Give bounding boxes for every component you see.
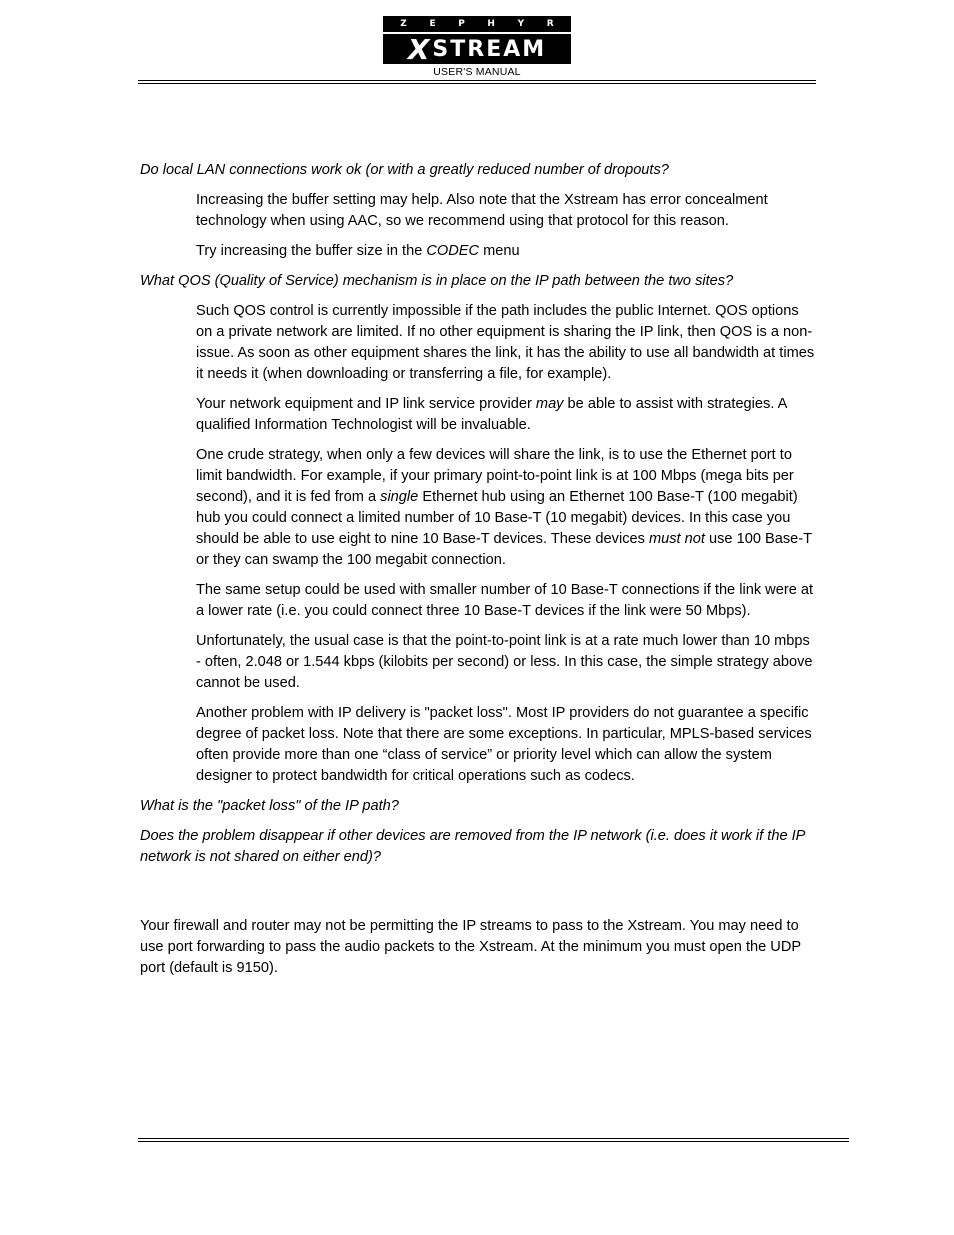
answer-usual-case: Unfortunately, the usual case is that the point-to-point link is at a rate much lower than 10 mbps - often, 2.048 or 1.544 kbps (kilobits per second) or less. In this case, the simple strategy above cannot be used. bbox=[196, 633, 813, 691]
header-rule-bottom bbox=[138, 83, 816, 84]
question-qos: What QOS (Quality of Service) mechanism is in place on the IP path between the two sites? bbox=[140, 273, 734, 289]
logo-xstream-band bbox=[383, 34, 571, 64]
logo-letter: R bbox=[546, 19, 554, 29]
header-rule-top bbox=[138, 80, 816, 81]
logo-letter: Y bbox=[517, 19, 525, 29]
answer-same-setup: The same setup could be used with smaller number of 10 Base-T connections if the link were at a lower rate (i.e. you could connect three 10 Base-T devices if the link were 50 Mbps). bbox=[196, 582, 814, 619]
answer-crude-strategy: One crude strategy, when only a few devices will share the link, is to use the Ethernet port to limit bandwidth. For example, if your primary point-to-point link is at 100 Mbps (mega bits per second), and it is fed from a single Ethernet hub using an Ethernet 100 Base-T (100 megabit) hub you could connect a limited number of 10 Base-T (10 megabit) devices. In this case you should be able to use eight to nine 10 Base-T devices. These devices must not use 100 Base-T or they can swamp the 100 megabit connection. bbox=[196, 447, 812, 568]
logo-x: X bbox=[407, 32, 432, 66]
codec-menu-name: CODEC bbox=[426, 243, 480, 259]
question-shared-network: Does the problem disappear if other devices are removed from the IP network (i.e. does it work if the IP network is not shared on either end)? bbox=[140, 828, 805, 865]
logo-stream: STREAM bbox=[432, 36, 547, 62]
answer-qos-control: Such QOS control is currently impossible if the path includes the public Internet. QOS options on a private network are limited. If no other equipment is sharing the IP link, then QOS is a non-issue. As soon as other equipment shares the link, it has the ability to use all bandwidth at times it needs it (when downloading or transferring a file, for example). bbox=[196, 303, 815, 382]
users-manual-label: USER'S MANUAL bbox=[433, 66, 521, 78]
footer-rule-top bbox=[138, 1138, 849, 1139]
answer-buffer-codec: Try increasing the buffer size in the CODEC menu bbox=[196, 243, 520, 259]
zephyr-xstream-logo bbox=[383, 16, 571, 64]
question-lan: Do local LAN connections work ok (or with a greatly reduced number of dropouts? bbox=[140, 162, 669, 178]
logo-letter: H bbox=[487, 19, 495, 29]
logo-letter: E bbox=[429, 19, 436, 29]
answer-packet-loss: Another problem with IP delivery is "packet loss". Most IP providers do not guarantee a specific degree of packet loss. Note that there are some exceptions. In particular, MPLS-based services often provide more than one “class of service” or priority level which can allow the system designer to protect bandwidth for critical operations such as codecs. bbox=[196, 705, 812, 784]
answer-provider: Your network equipment and IP link service provider may be able to assist with strategies. A qualified Information Technologist will be invaluable. bbox=[196, 396, 787, 433]
logo-letter: P bbox=[458, 19, 465, 29]
page-body bbox=[140, 160, 816, 979]
answer-buffer: Increasing the buffer setting may help. Also note that the Xstream has error concealment technology when using AAC, so we recommend using that protocol for this reason. bbox=[196, 192, 768, 229]
logo-zephyr-band bbox=[383, 16, 571, 32]
footer-rule-bottom bbox=[138, 1141, 849, 1142]
paragraph-firewall: Your firewall and router may not be permitting the IP streams to pass to the Xstream. You may need to use port forwarding to pass the audio packets to the Xstream. At the minimum you must open the UDP port (default is 9150). bbox=[140, 918, 801, 976]
logo-letter: Z bbox=[400, 19, 407, 29]
question-packet-loss: What is the "packet loss" of the IP path? bbox=[140, 798, 399, 814]
